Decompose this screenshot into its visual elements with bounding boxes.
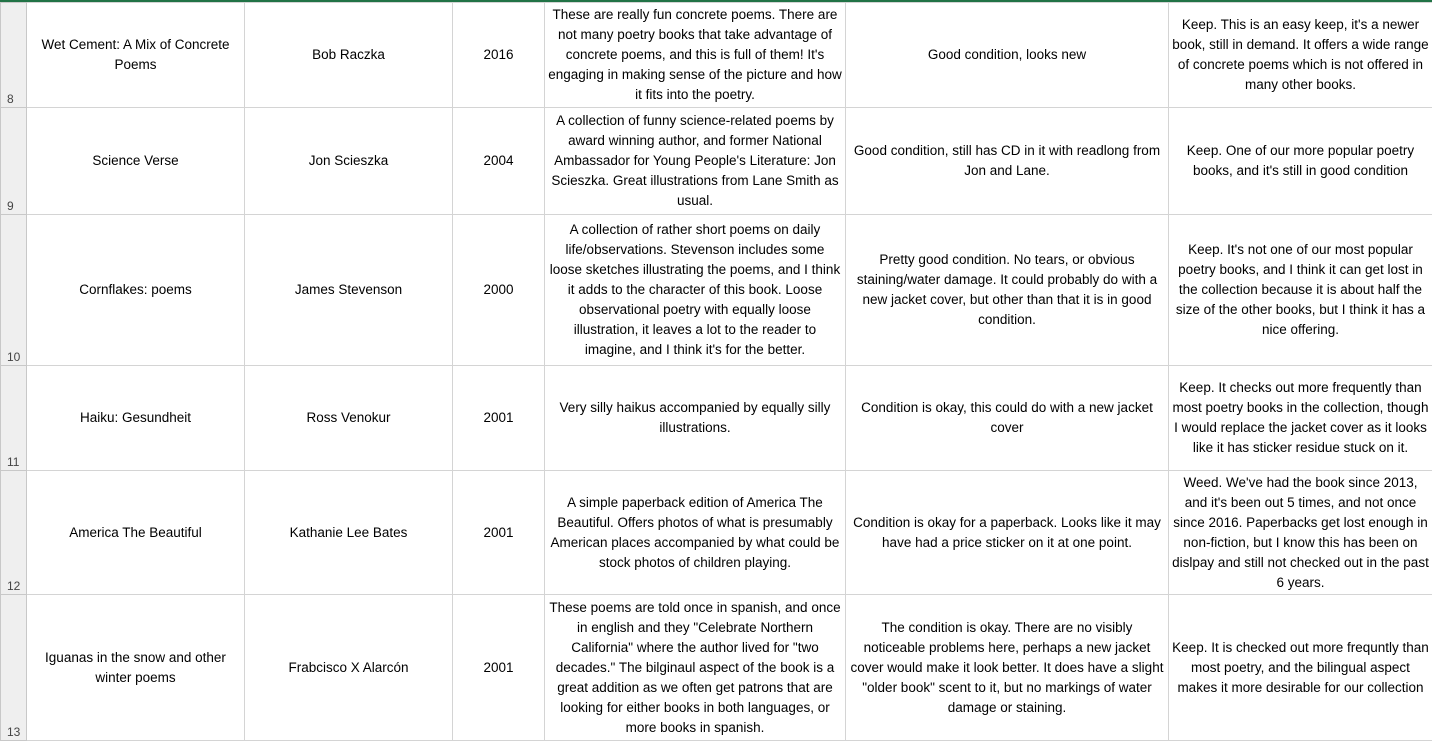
- cell-year[interactable]: 2001: [453, 595, 545, 741]
- row-header[interactable]: 13: [1, 595, 27, 741]
- row-header[interactable]: 10: [1, 215, 27, 366]
- cell-description[interactable]: A collection of rather short poems on daily life/observations. Stevenson includes some loose sketches illustrating the poems, and I think it adds to the character of this book. Loose observational poetry with equally loose illustration, it leaves a lot to the reader to imagine, and I think it's for the better.: [545, 215, 846, 366]
- cell-description[interactable]: A simple paperback edition of America The Beautiful. Offers photos of what is presumably American places accompanied by what could be stock photos of children playing.: [545, 471, 846, 595]
- cell-condition[interactable]: Good condition, still has CD in it with readlong from Jon and Lane.: [846, 108, 1169, 215]
- table-row: [1, 366, 1432, 471]
- row-header[interactable]: 11: [1, 366, 27, 471]
- table-row: [1, 471, 1432, 595]
- cell-title[interactable]: Haiku: Gesundheit: [27, 366, 245, 471]
- cell-description[interactable]: These poems are told once in spanish, and once in english and they "Celebrate Northern California" where the author lived for "two decades." The bilginaul aspect of the book is a great addition as we often get patrons that are looking for either books in both languages, or more books in spanish.: [545, 595, 846, 741]
- cell-description[interactable]: A collection of funny science-related poems by award winning author, and former National Ambassador for Young People's Literature: Jon Scieszka. Great illustrations from Lane Smith as usual.: [545, 108, 846, 215]
- cell-title[interactable]: America The Beautiful: [27, 471, 245, 595]
- row-header[interactable]: 9: [1, 108, 27, 215]
- table-row: [1, 595, 1432, 741]
- cell-decision[interactable]: Keep. It checks out more frequently than most poetry books in the collection, though I would replace the jacket cover as it looks like it has sticker residue stuck on it.: [1169, 366, 1432, 471]
- cell-title[interactable]: Science Verse: [27, 108, 245, 215]
- cell-condition[interactable]: Pretty good condition. No tears, or obvious staining/water damage. It could probably do with a new jacket cover, but other than that it is in good condition.: [846, 215, 1169, 366]
- cell-description[interactable]: These are really fun concrete poems. There are not many poetry books that take advantage of concrete poems, and this is full of them! It's engaging in making sense of the picture and how it fits into the poetry.: [545, 3, 846, 108]
- cell-title[interactable]: Cornflakes: poems: [27, 215, 245, 366]
- cell-title[interactable]: Wet Cement: A Mix of Concrete Poems: [27, 3, 245, 108]
- cell-author[interactable]: Bob Raczka: [245, 3, 453, 108]
- cell-decision[interactable]: Keep. It's not one of our most popular poetry books, and I think it can get lost in the collection because it is about half the size of the other books, but I think it has a nice offering.: [1169, 215, 1432, 366]
- cell-author[interactable]: Frabcisco X Alarcón: [245, 595, 453, 741]
- cell-description[interactable]: Very silly haikus accompanied by equally silly illustrations.: [545, 366, 846, 471]
- table-row: [1, 108, 1432, 215]
- cell-decision[interactable]: Keep. It is checked out more frequntly than most poetry, and the bilingual aspect makes it more desirable for our collection: [1169, 595, 1432, 741]
- cell-condition[interactable]: The condition is okay. There are no visibly noticeable problems here, perhaps a new jacket cover would make it look better. It does have a slight "older book" scent to it, but no markings of water damage or staining.: [846, 595, 1169, 741]
- cell-decision[interactable]: Weed. We've had the book since 2013, and it's been out 5 times, and not once since 2016. Paperbacks get lost enough in non-fiction, but I know this has been on dislpay and still not checked out in the past 6 years.: [1169, 471, 1432, 595]
- cell-year[interactable]: 2016: [453, 3, 545, 108]
- cell-condition[interactable]: Good condition, looks new: [846, 3, 1169, 108]
- cell-condition[interactable]: Condition is okay for a paperback. Looks like it may have had a price sticker on it at one point.: [846, 471, 1169, 595]
- cell-author[interactable]: Ross Venokur: [245, 366, 453, 471]
- cell-year[interactable]: 2001: [453, 471, 545, 595]
- cell-year[interactable]: 2001: [453, 366, 545, 471]
- cell-year[interactable]: 2000: [453, 215, 545, 366]
- spreadsheet-grid: [0, 2, 1432, 741]
- row-header[interactable]: 12: [1, 471, 27, 595]
- row-header[interactable]: 8: [1, 3, 27, 108]
- table-row: [1, 215, 1432, 366]
- table-row: [1, 3, 1432, 108]
- cell-author[interactable]: James Stevenson: [245, 215, 453, 366]
- cell-condition[interactable]: Condition is okay, this could do with a new jacket cover: [846, 366, 1169, 471]
- cell-year[interactable]: 2004: [453, 108, 545, 215]
- cell-title[interactable]: Iguanas in the snow and other winter poems: [27, 595, 245, 741]
- cell-author[interactable]: Kathanie Lee Bates: [245, 471, 453, 595]
- cell-decision[interactable]: Keep. One of our more popular poetry books, and it's still in good condition: [1169, 108, 1432, 215]
- cell-author[interactable]: Jon Scieszka: [245, 108, 453, 215]
- cell-decision[interactable]: Keep. This is an easy keep, it's a newer book, still in demand. It offers a wide range of concrete poems which is not offered in many other books.: [1169, 3, 1432, 108]
